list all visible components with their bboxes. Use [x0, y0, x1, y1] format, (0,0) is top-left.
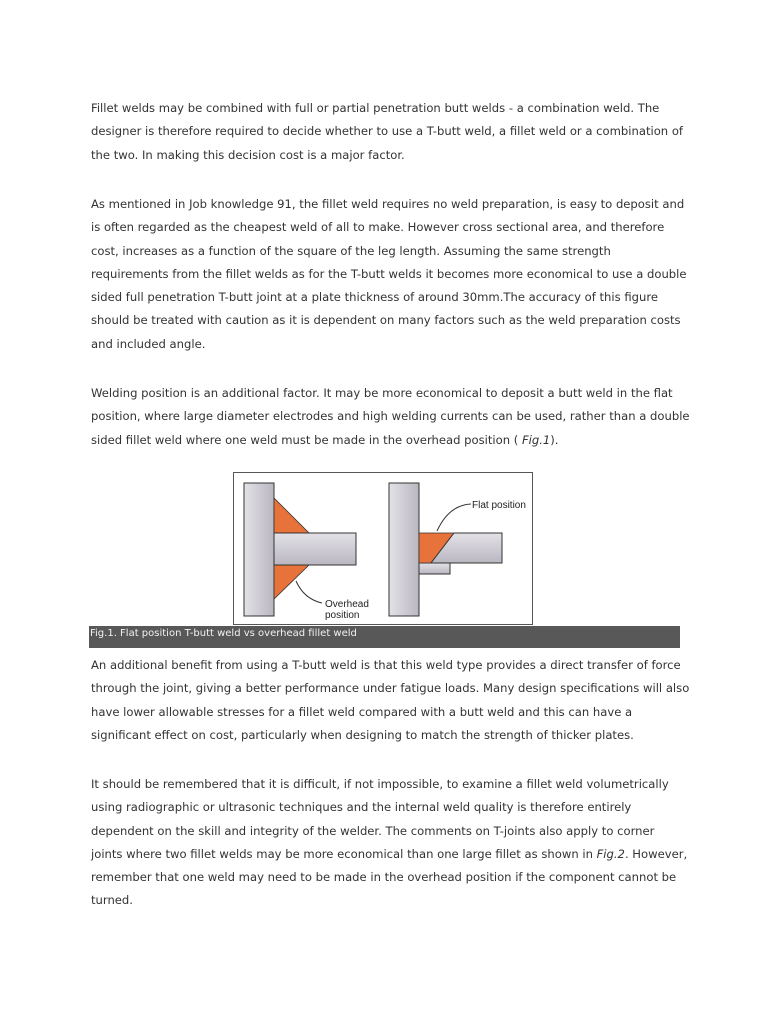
text-segment: dependent on the skill and integrity of the welder. The comments on T-joints also apply to corner [91, 823, 655, 838]
paragraph-welding-position [91, 382, 690, 452]
text-line [91, 429, 681, 452]
text-segment: through the joint, giving a better performance under fatigue loads. Many design specifications will also [91, 681, 690, 696]
text-line [91, 405, 690, 428]
text-segment: Welding position is an additional factor. It may be more economical to deposit a butt weld in the flat [91, 386, 673, 400]
flat-leader-line [437, 504, 471, 531]
vertical-plate [244, 483, 274, 616]
text-segment: the two. In making this decision cost is a major factor. [91, 147, 405, 162]
text-segment: sided full penetration T-butt joint at a plate thickness of around 30mm.The accuracy of this figure [91, 290, 658, 305]
text-line [91, 333, 681, 356]
text-line [91, 216, 681, 239]
text-segment: requirements from the fillet welds as for the T-butt welds it becomes more economical to use a double [91, 266, 687, 281]
text-segment: should be treated with caution as it is dependent on many factors such as the weld preparation costs [91, 313, 681, 328]
text-segment: designer is therefore required to decide whether to use a T-butt weld, a fillet weld or a combination of [91, 124, 684, 139]
text-line [91, 193, 685, 216]
text-line [91, 97, 681, 120]
text-segment: As mentioned in Job knowledge 91, the fillet weld requires no weld preparation, is easy to deposit and [91, 197, 685, 211]
text-segment: An additional benefit from using a T-butt weld is that this weld type provides a direct transfer of force [91, 658, 681, 672]
text-segment: cost, increases as a function of the square of the leg length. Assuming the same strength [91, 243, 611, 258]
overhead-position-label-2: position [325, 610, 360, 621]
text-line [91, 701, 681, 724]
text-line [91, 382, 681, 405]
text-line [91, 677, 690, 700]
text-line [91, 144, 681, 167]
figure-reference-link[interactable]: Fig.2 [596, 846, 625, 861]
text-line [91, 309, 681, 332]
t-joint-illustration [234, 473, 534, 626]
text-segment: is often regarded as the cheapest weld of all to make. However cross sectional area, and therefore [91, 220, 665, 235]
text-segment: Fillet welds may be combined with full or partial penetration butt welds - a combination weld. The [91, 101, 660, 115]
backing-strip [419, 563, 450, 574]
fillet-weld-joint [244, 483, 356, 616]
text-segment: ). [550, 432, 559, 447]
text-segment: It should be remembered that it is difficult, if not impossible, to examine a fillet weld volumetrically [91, 777, 669, 791]
top-fillet-weld [274, 498, 309, 533]
horizontal-plate [274, 533, 356, 565]
text-segment: have lower allowable stresses for a fillet weld compared with a butt weld and this can have a [91, 704, 633, 719]
text-line [91, 120, 684, 143]
text-segment: and included angle. [91, 336, 206, 351]
overhead-position-label-1: Overhead [325, 599, 369, 610]
figure-reference-link[interactable]: Fig.1 [521, 432, 551, 447]
paragraph-fillet-weld-cost [91, 193, 687, 356]
text-line [91, 820, 681, 843]
paragraph-t-butt-benefit [91, 654, 690, 747]
text-line [91, 654, 681, 677]
flat-position-label: Flat position [472, 500, 526, 511]
text-segment: turned. [91, 893, 133, 908]
text-segment: remember that one weld may need to be made in the overhead position if the component cannot be [91, 870, 677, 885]
bottom-fillet-weld [274, 565, 309, 599]
text-line [91, 286, 681, 309]
figure-1-diagram [233, 472, 533, 625]
text-line [91, 263, 687, 286]
text-line [91, 240, 681, 263]
text-segment: using radiographic or ultrasonic techniques and the internal weld quality is therefore entirely [91, 800, 632, 815]
vertical-plate [389, 483, 419, 616]
paragraph-combination-weld [91, 97, 684, 167]
figure-caption: Fig.1. Flat position T-butt weld vs overhead fillet weld [89, 626, 680, 648]
paragraph-inspection [91, 773, 688, 913]
text-line [91, 866, 681, 889]
text-segment: sided fillet weld where one weld must be made in the overhead position ( [91, 432, 522, 447]
text-segment: joints where two fillet welds may be more economical than one large fillet as shown in [91, 846, 597, 861]
text-segment: position, where large diameter electrodes and high welding currents can be used, rather than a double [91, 409, 690, 424]
text-line [91, 773, 681, 796]
text-segment: . However, [624, 846, 688, 861]
text-line [91, 843, 688, 866]
overhead-leader-line [296, 581, 322, 603]
text-line [91, 796, 681, 819]
text-line [91, 889, 681, 912]
text-segment: significant effect on cost, particularly when designing to match the strength of thicker plates. [91, 727, 634, 742]
text-line [91, 724, 681, 747]
